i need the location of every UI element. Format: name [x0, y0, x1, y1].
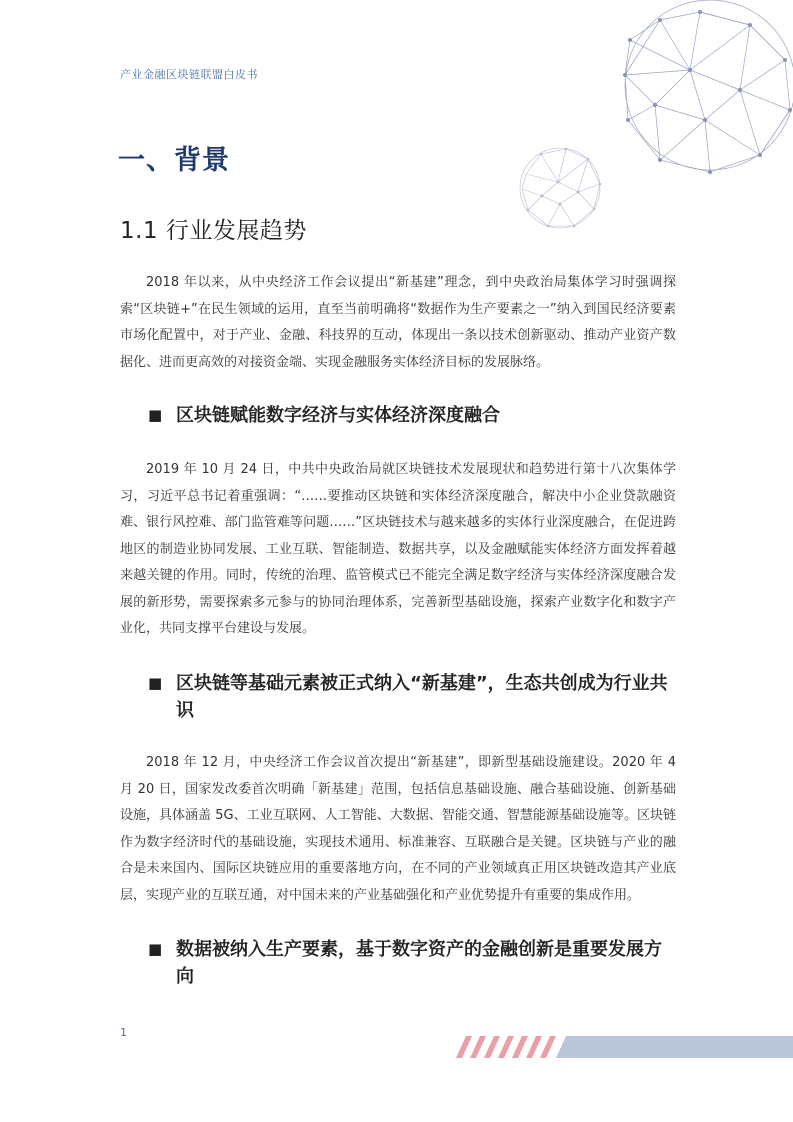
bullet-square-icon: ■: [148, 940, 163, 958]
paragraph-new-infrastructure: 2018 年 12 月，中央经济工作会议首次提出“新基建”，即新型基础设施建设。2020 年 4 月 20 日，国家发改委首次明确「新基建」范围，包括信息基础设施、融合基础设施、创新基础设施，具体涵盖 5G、工业互联网、人工智能、大数据、智能交通、智慧能源基础设施等。区块链作为数字经济时代的基础设施，实现技术通用、标准兼容、互联融合是关键。区块链与产业的融合是未来国内、国际区块链应用的重要落地方向，在不同的产业领域真正用区块链改造其产业底层，实现产业的互联互通，对中国未来的产业基础强化和产业优势提升有重要的集成作用。: [120, 755, 676, 903]
footer-stripe-graphic: [452, 1036, 793, 1058]
page-number: 1: [120, 1026, 127, 1039]
bullet-heading-3: [148, 936, 678, 990]
bullet-square-icon: ■: [148, 674, 163, 692]
paragraph-blockchain-integration: 2019 年 10 月 24 日，中共中央政治局就区块链技术发展现状和趋势进行第十八次集体学习，习近平总书记着重强调：“……要推动区块链和实体经济深度融合，解决中小企业贷款融资难、银行风控难、部门监管难等问题……”区块链技术与越来越多的实体行业深度融合，在促进跨地区的制造业协同发展、工业互联、智能制造、数据共享，以及金融赋能实体经济方面发挥着越来越关键的作用。同时，传统的治理、监管模式已不能完全满足数字经济与实体经济深度融合发展的新形势，需要探索多元参与的协同治理体系，完善新型基础设施，探索产业数字化和数字产业化，共同支撑平台建设与发展。: [120, 462, 676, 636]
paragraph-intro: 2018 年以来，从中央经济工作会议提出“新基建”理念，到中央政治局集体学习时强调探索“区块链+”在民生领域的运用，直至当前明确将“数据作为生产要素之一”纳入到国民经济要素市场化配置中，对于产业、金融、科技界的互动，体现出一条以技术创新驱动、推动产业资产数据化、进而更高效的对接资金端、实现金融服务实体经济目标的发展脉络。: [120, 275, 676, 370]
section-title: 1.1 行业发展趋势: [120, 218, 307, 244]
bullet-heading-text: 数据被纳入生产要素，基于数字资产的金融创新是重要发展方向: [176, 939, 662, 987]
bullet-heading-text: 区块链等基础元素被正式纳入“新基建”，生态共创成为行业共识: [176, 673, 668, 721]
network-sphere-small-graphic: [516, 144, 604, 232]
bullet-heading-text: 区块链赋能数字经济与实体经济深度融合: [176, 405, 500, 426]
bullet-heading-1: [148, 402, 678, 429]
bullet-square-icon: ■: [148, 406, 163, 424]
bullet-heading-2: [148, 670, 678, 724]
network-sphere-large-graphic: [600, 0, 793, 185]
document-header-title: 产业金融区块链联盟白皮书: [120, 68, 258, 81]
chapter-title: 一、背景: [118, 145, 230, 176]
